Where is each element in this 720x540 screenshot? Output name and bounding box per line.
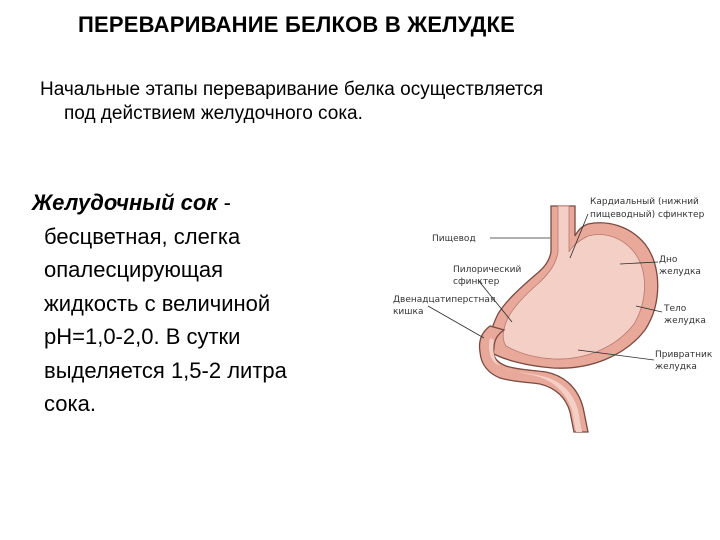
- gastric-juice-line-4: pH=1,0-2,0. В сутки: [44, 324, 241, 349]
- label-fundus-2: желудка: [659, 267, 701, 277]
- label-duodenum-1: Двенадцатиперстная: [393, 295, 496, 305]
- label-body-2: желудка: [664, 316, 706, 326]
- label-esophagus: Пищевод: [432, 234, 476, 244]
- stomach-illustration: [479, 206, 657, 432]
- label-antrum-1: Привратник: [655, 350, 713, 360]
- intro-paragraph: [40, 78, 700, 126]
- gastric-juice-line-2: опалесцирующая: [44, 257, 224, 282]
- label-cardiac-sphincter-1: Кардиальный (нижний: [590, 197, 699, 207]
- label-cardiac-sphincter-2: пищеводный) сфинктер: [590, 210, 705, 220]
- intro-line-1: Начальные этапы переваривание белка осуществляется: [40, 79, 544, 100]
- label-fundus-1: Дно: [659, 255, 678, 265]
- leader-duodenum: [428, 306, 484, 338]
- label-pyloric-sphincter-2: сфинктер: [453, 277, 500, 287]
- page-title: ПЕРЕВАРИВАНИЕ БЕЛКОВ В ЖЕЛУДКЕ: [78, 12, 515, 37]
- label-body-1: Тело: [664, 304, 687, 314]
- gastric-juice-paragraph: [32, 186, 382, 421]
- intro-line-2: под действием желудочного сока.: [64, 103, 363, 124]
- label-duodenum-2: кишка: [393, 307, 424, 317]
- gastric-juice-dash: -: [217, 190, 231, 215]
- stomach-diagram: [360, 190, 720, 440]
- gastric-juice-term: Желудочный сок: [32, 190, 218, 215]
- label-antrum-2: желудка: [655, 362, 697, 372]
- label-pyloric-sphincter-1: Пилорический: [453, 265, 522, 275]
- gastric-juice-line-6: сока.: [44, 391, 96, 416]
- gastric-juice-line-5: выделяется 1,5-2 литра: [44, 357, 287, 383]
- gastric-juice-line-3: жидкость с величиной: [44, 290, 271, 316]
- gastric-juice-line-1: бесцветная, слегка: [44, 223, 241, 249]
